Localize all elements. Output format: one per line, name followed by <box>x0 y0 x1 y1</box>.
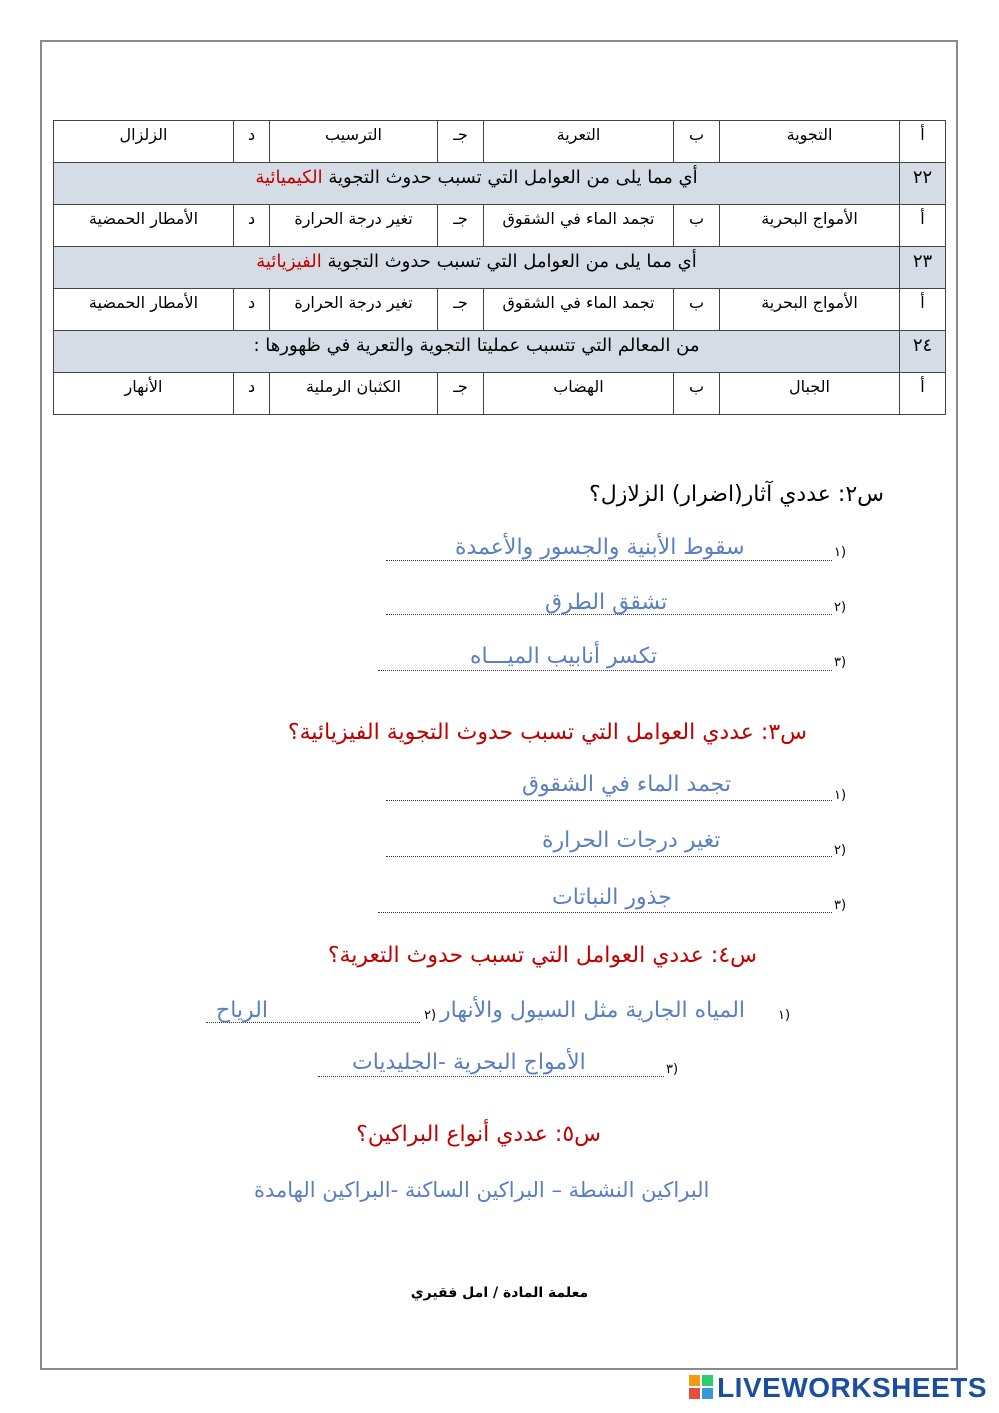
option-label: جـ <box>438 373 484 415</box>
question-number: ٢٢ <box>900 163 946 205</box>
option-a[interactable]: الأمواج البحرية <box>720 205 900 247</box>
option-label: أ <box>900 289 946 331</box>
option-label: ب <box>674 289 720 331</box>
option-a[interactable]: الأمواج البحرية <box>720 289 900 331</box>
option-d[interactable]: الأمطار الحمضية <box>54 205 234 247</box>
question-2-title: س٢: عددي آثار(اضرار) الزلازل؟ <box>589 482 884 507</box>
answer-text[interactable]: تجمد الماء في الشقوق <box>522 772 732 797</box>
answer-text[interactable]: الرياح <box>216 998 268 1023</box>
option-b[interactable]: تجمد الماء في الشقوق <box>484 205 674 247</box>
liveworksheets-logo-icon <box>688 1374 714 1400</box>
option-label: أ <box>900 205 946 247</box>
answer-text[interactable]: المياه الجارية مثل السيول والأنهار <box>440 998 746 1023</box>
option-label: جـ <box>438 121 484 163</box>
option-label: د <box>234 205 270 247</box>
option-c[interactable]: تغير درجة الحرارة <box>270 205 438 247</box>
option-b[interactable]: الهضاب <box>484 373 674 415</box>
table-row <box>54 289 946 331</box>
question-row <box>54 331 946 373</box>
answer-index: ٣) <box>834 898 847 913</box>
question-number: ٢٤ <box>900 331 946 373</box>
option-label: ب <box>674 205 720 247</box>
question-text: أي مما يلى من العوامل التي تسبب حدوث التجوية الفيزيائية <box>54 247 900 289</box>
question-text: من المعالم التي تتسبب عمليتا التجوية والتعرية في ظهورها : <box>54 331 900 373</box>
option-b[interactable]: التعرية <box>484 121 674 163</box>
answer-index: ٣) <box>666 1062 679 1077</box>
option-label: د <box>234 289 270 331</box>
answer-text[interactable]: سقوط الأبنية والجسور والأعمدة <box>455 535 745 560</box>
answer-text[interactable]: تكسر أنابيب الميـــاه <box>470 644 658 669</box>
brand-text: LIVEWORKSHEETS <box>717 1372 987 1403</box>
question-number: ٢٣ <box>900 247 946 289</box>
answer-text[interactable]: الأمواج البحرية -الجليديات <box>352 1050 586 1075</box>
option-label: أ <box>900 373 946 415</box>
brand-logo[interactable] <box>688 1372 987 1404</box>
question-3-title: س٣: عددي العوامل التي تسبب حدوث التجوية الفيزيائية؟ <box>287 720 807 745</box>
option-label: جـ <box>438 205 484 247</box>
option-c[interactable]: الترسيب <box>270 121 438 163</box>
option-b[interactable]: تجمد الماء في الشقوق <box>484 289 674 331</box>
option-label: د <box>234 373 270 415</box>
answer-index: ٢) <box>834 843 847 858</box>
answer-index: ١) <box>778 1008 791 1023</box>
answer-text[interactable]: تشقق الطرق <box>545 590 668 615</box>
answer-index: ٢) <box>834 600 847 615</box>
table-row <box>54 205 946 247</box>
option-label: ب <box>674 373 720 415</box>
answer-text[interactable]: البراكين النشطة – البراكين الساكنة -البراكين الهامدة <box>254 1178 710 1202</box>
option-c[interactable]: تغير درجة الحرارة <box>270 289 438 331</box>
answer-text[interactable]: تغير درجات الحرارة <box>542 828 721 853</box>
option-c[interactable]: الكثبان الرملية <box>270 373 438 415</box>
question-5-title: س٥: عددي أنواع البراكين؟ <box>356 1122 601 1147</box>
option-d[interactable]: الزلزال <box>54 121 234 163</box>
option-label: جـ <box>438 289 484 331</box>
option-a[interactable]: الجبال <box>720 373 900 415</box>
table-row <box>54 373 946 415</box>
option-label: د <box>234 121 270 163</box>
option-label: ب <box>674 121 720 163</box>
answer-index: ٣) <box>834 655 847 670</box>
answer-text[interactable]: جذور النباتات <box>552 885 672 910</box>
option-d[interactable]: الأمطار الحمضية <box>54 289 234 331</box>
question-4-title: س٤: عددي العوامل التي تسبب حدوث التعرية؟ <box>327 943 757 968</box>
answer-index: ١) <box>834 545 847 560</box>
mcq-table <box>53 120 946 415</box>
option-label: أ <box>900 121 946 163</box>
question-row <box>54 163 946 205</box>
answer-index: ١) <box>834 788 847 803</box>
answer-index: ٢) <box>424 1008 437 1023</box>
question-text: أي مما يلى من العوامل التي تسبب حدوث التجوية الكيميائية <box>54 163 900 205</box>
question-row <box>54 247 946 289</box>
table-row <box>54 121 946 163</box>
option-a[interactable]: التجوية <box>720 121 900 163</box>
option-d[interactable]: الأنهار <box>54 373 234 415</box>
teacher-signature: معلمة المادة / امل فقيري <box>410 1285 589 1301</box>
